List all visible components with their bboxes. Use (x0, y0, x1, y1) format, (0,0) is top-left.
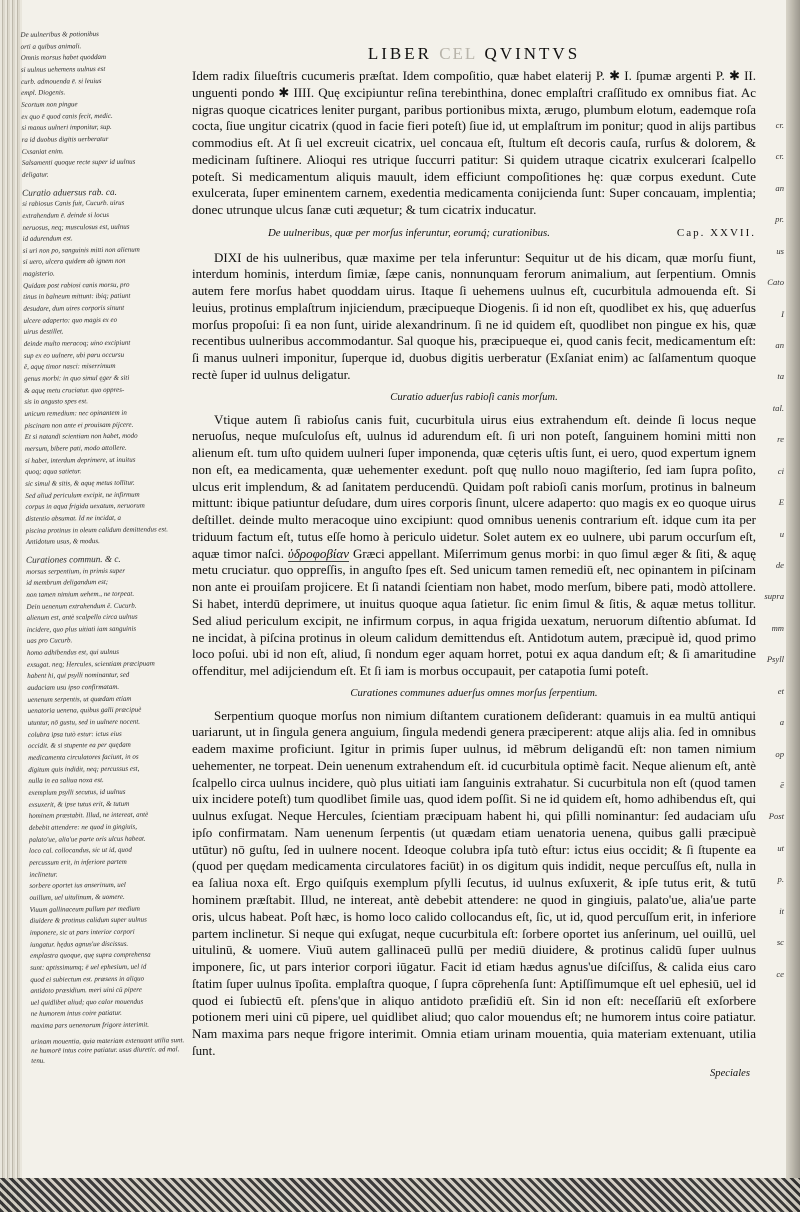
margin-note-line: nulla in ea saliua noxa est. (28, 776, 104, 786)
margin-note-line: non tamen nimium uehem., ne torpeat. (26, 589, 135, 599)
margin-note-line: orti a quibus animali. (20, 41, 82, 51)
chapter-number: Cap. XXVII. (676, 226, 756, 239)
right-margin-note: tal. (772, 402, 784, 413)
margin-note-line: si uulnus uehemens uulnus est (20, 64, 106, 74)
margin-note-line: sorbere oportet ius anserinum, uel (29, 881, 126, 891)
margin-note-line: piscinam non ante ei prouisam pijcere. (24, 420, 134, 430)
running-head-right: QVINTVS (484, 44, 581, 63)
right-margin-note: Post (768, 811, 784, 822)
margin-note-line: ex quo ē quod canis fecit, medic. (21, 111, 113, 121)
right-margin-note: I (781, 308, 784, 319)
margin-note-line: maxima pars uenenorum frigore interimit. (30, 1020, 150, 1030)
right-margin-note: ē (780, 780, 784, 790)
margin-note-line: id membrum deligandum est; (26, 578, 109, 588)
margin-note-line: deinde multo meracoq; uino excipiunt (23, 338, 131, 348)
margin-note-line: inclinetur. (29, 870, 58, 879)
right-margin-note: E (778, 497, 784, 508)
margin-note-line: incidere, quo plus uitiati iam sanguinis (26, 624, 137, 634)
chapter-paragraph-2 (192, 412, 756, 680)
margin-note-line: Salsamenti quoque recte super id uulnus (21, 157, 136, 168)
greek-word-hydrophobia: ὑδροφοβίαν (287, 545, 350, 561)
subheading-serpent-bites: Curationes communes aduerſus omnes morſus ſerpentium. (350, 687, 598, 699)
margin-note-line: exsuxerit, & ipse tutus erit, & tutum (28, 799, 130, 809)
margin-note-line: genus morbi: in quo simul ęger & siti (24, 373, 130, 383)
margin-note-line: Dein uenenum extrahendum ē. Cucurb. (26, 601, 137, 611)
book-binding-edge (0, 0, 22, 1212)
margin-note-line: alienum est, antè scalpello circa uulnus (26, 612, 138, 622)
chapter-paragraph-3: Serpentium quoque morſus non nimium diſtantem curationem deſiderant: quamuis in ea multū antiqui uariarunt, ut in ſingula genera anguium, ſingula medendi genera præciperent: atque alijs alia. ſed in omnibus eadem maxime proficiunt. Igitur in primis ſuper uulnus, id mēbrum deligandū eſt: non tamen nimium uehementer, ne torpeat. Dein uenenum extrahendum eſt. id cucurbitula optimè facit. Neque alienum eſt, antè ſcalpello circa uulnus incidere, quò plus uitiati iam ſanguinis extrahatur. Si cucurbitula non eſt (quod tamen uix incidere poteſt) tum quodlibet ſimile uas, quod idem poſſit. Si ne id quidem eſt, homo adhibendus eſt, qui uulnus exſugat. Neque Hercules, ſcientiam præcipuam habent hi, qui pſilli nominantur: ſed audaciam uſu ipſo confirmatam. Nam uenenum ſerpentis (ut quædam etiam uenatoria uenena, quibus galli præcipuè utūtur) nō guſtu, ſed in uulnere nocent. Ideoque colubra ipſa tutò eſtur: ictus eius occidit; & ſi ſtupente ea (quod per quędam medicamenta circulatores faciūt) in os digitum quis indidit, neque percuſſus eſt, nulla in ea ſaliua noxa eſt. Ergo quiſquis exemplum pſylli ſecutus, id uulnus exſuxerit, & ipſe tutus erit, & tutū hominem præſtabit. Illud, ne intereat, antè debebit attendere: ne quod in gingiuis, palato'ue, alia'ue parte oris, ulcus habeat. Poſt hæc, is homo loco calido collocandus eſt, ſic, ut id, quod percuſſum erit, in inferiore partem inclinetur. Si neque qui exſugat, neque cucurbitula eſt: ſorbere oportet ius anſerinum, uel ouillū, uel uitulinū, & uomere. Viuū autem gallinaceū pullū per mediū diuidere, & protinus calidū ſuper uulnus imponere, ſic, ut pars interior corpori iūgatur. Facit id etiam hædus agnus'ue diſciſſus, & calida eius caro ſtatim ſuper uulnus īpoſita. emplaſtra quoque, ſ ſupra cōprehenſa ſunt: Aptiſſimumque eſt uel ephesiū, uel id quod ei ſubiectū eſt. pſens'que in aliquo antidoto præſidiū eſt. Sin id non eſt: neceſſariū eſt exſorbere potionem meri uini cū pipere, uel quidlibet aliud; quo calor mouendus eſt; ne humorem intus coire patiatur. Nam maxima pars neque frigore interimit. Omnia etiam urinam mouentia, quia materiam extenuant, utilia ſunt. (192, 707, 756, 1058)
main-text-column (192, 68, 756, 1060)
right-margin-note: de (775, 560, 784, 570)
margin-note-line: sic simul & sitis, & aquę metus tollitur. (25, 478, 135, 488)
right-margin-note: ut (777, 842, 784, 853)
right-margin-note: an (775, 182, 784, 193)
margin-note-line: hominem præstabit. Illud, ne intereat, antè (28, 810, 149, 821)
margin-note-line: occidit. & si stupente ea per quędam (27, 741, 131, 751)
margin-note-line: uas pro Cucurb. (26, 636, 73, 646)
margin-note-line: audaciam usu ipso confirmatam. (27, 682, 120, 692)
margin-note-line: Quidam post rabiosi canis morsu, pro (23, 280, 130, 290)
right-margin-note: ci (777, 465, 784, 476)
running-head-bleedthrough: CEL (439, 44, 478, 63)
right-margin-note: u (779, 528, 784, 539)
right-margin-note: pr. (775, 214, 784, 225)
chapter-title: De uulneribus, quæ per morſus inferuntur, eorumq́; curationibus. (268, 226, 550, 239)
margin-note-line: ne humorem intus coire patiatur. (30, 1009, 122, 1019)
right-margin-note: ce (776, 968, 784, 979)
margin-note-line: habent hi, qui psylli nominantur, sed (27, 671, 130, 681)
right-margin-note: it (779, 905, 784, 916)
margin-note-line: corpus in aqua frigida uexatum, neruorum (25, 501, 145, 512)
margin-note-line: extrahendum ē. deinde si locus (22, 210, 109, 220)
margin-note-line: colubra ipsa tutò estur: ictus eius (27, 729, 122, 739)
left-margin-annotations (20, 29, 189, 1091)
margin-note-line: ē, aquę timor nasci: miserrimum (23, 362, 116, 372)
margin-note-line: neruosus, neq; musculosus est, uulnus (22, 222, 130, 232)
subheading-rabid-dog: Curatio aduerſus rabioſi canis morſum. (390, 391, 558, 403)
margin-note-line: quod ei subiectum est. præsens in aliquo (30, 974, 145, 984)
margin-note-line: Scortum non pingue (21, 100, 78, 109)
margin-note-line: tinus in balneum mittunt: ibiq; patiunt (23, 292, 131, 302)
margin-note-line: palato'ue, alia'ue parte oris ulcus habeat. (28, 834, 146, 844)
catchword: Speciales (709, 1068, 750, 1079)
margin-note-line: si manus uulneri imponitur, sup. (21, 123, 112, 133)
margin-note-line: morsus serpentium, in primis super (26, 566, 126, 576)
margin-note-line: digitum quis indidit, neq; percussus est, (28, 764, 140, 774)
margin-note-line: exsugat. neq; Hercules, scientiam præcipuam (27, 659, 155, 669)
margin-note-line: diuidere & protinus calidum super uulnus (29, 915, 147, 926)
margin-note-line: curb. admouenda ē. si leuius (20, 76, 102, 86)
right-margin-note: re (777, 434, 784, 445)
margin-note-line: debebit attendere: ne quod in gingiuis, (28, 822, 138, 832)
right-margin-note: a (779, 717, 784, 728)
margin-note-heading: Curatio aduersus rab. ca. (22, 186, 117, 198)
margin-note-line: deligatur. (21, 170, 49, 179)
margin-note-line: sis in angusto spes est. (24, 397, 88, 407)
chapter-heading (192, 225, 756, 242)
right-margin-note: an (775, 340, 784, 350)
right-margin-note: p. (777, 874, 784, 885)
margin-note-line: sunt: aptissimumq; ē uel ephesium, uel id (30, 962, 147, 972)
margin-note-line: magisterio. (22, 269, 55, 278)
right-margin-note: us (776, 245, 784, 256)
running-head-left: LIBER (367, 44, 432, 63)
margin-note-line: si uri non po, sanguinis mitti non alienum (22, 245, 140, 255)
right-margin-note: op (775, 748, 784, 759)
margin-note-line: Sed aliud periculum excipit, ne infirmum (25, 490, 140, 500)
margin-note-bottom: urinam mouentia, quia materiam extenuant utilia sunt. ne humorē intus coire patiatur. usus diuretic. ad mal. tenu. (30, 1035, 185, 1065)
margin-note-line: emplastra quoque, quę supra comprehensa (30, 950, 151, 960)
margin-note-line: uirus destillet. (23, 327, 64, 337)
margin-note-line: quoq; aqua satietur. (25, 467, 82, 477)
margin-note-line: mersum, bibere pati, modo attollere. (24, 443, 127, 453)
margin-note-line: Cxsaniat enim. (21, 146, 64, 156)
margin-note-line: utuntur, nō gustu, sed in uulnere nocent. (27, 717, 141, 727)
margin-note-line: uel quidlibet aliud; quo calor mouendus (30, 997, 144, 1007)
margin-note-line: Antidotum usus, & modus. (25, 537, 100, 547)
margin-note-line: & aquę metu cruciatur. quo oppres- (24, 385, 125, 395)
margin-note-line: uenenum serpentis, ut quædam etiam (27, 694, 132, 704)
right-margin-annotations (754, 120, 784, 1020)
right-margin-note: supra (764, 591, 784, 602)
margin-note-line: iungatur. hędus agnus'ue discissus. (29, 939, 129, 949)
page-right-edge (786, 0, 800, 1212)
margin-note-line: uenatoria uenena, quibus galli præcipuè (27, 706, 142, 716)
margin-note-line: sup ex eo uulnere, ubi paru occursu (23, 350, 125, 360)
margin-note-heading: Curationes commun. & c. (25, 553, 121, 565)
margin-note-line: percussum erit, in inferiore partem (29, 857, 127, 867)
right-margin-note: Cato (767, 277, 784, 288)
margin-note-line: ra id duobus digitis uerberatur (21, 134, 109, 144)
margin-note-line: unicum remedium: nec opinantem in (24, 408, 127, 418)
decorative-border-bottom (0, 1178, 800, 1212)
paragraph-2b-text: Græci appellant. Miſerrimum genus morbi: in quo ſimul æger & ſiti, & aquę metu cruciatur. quo oppreſſis, in anguſto ſpes eſt. Sed unicum tamen remediū eſt, nec opinantem in piſcinam non ante ei prouiſam projicere. Et ſi natandi ſcientiam non habet, modo merſum, bibere pati, modò attollere. Si habet, interdū deprimere, ut inuitus quoque aqua ſatietur. ſic enim ſimul & ſitis, & aquæ metus tollitur. Sed aliud periculum excipit, ne infirmum corpus, in aqua frigida uexatum, neruorum diſtentio abſumat. Id ne incidat, à piſcina protinus in oleum calidum demittendus eſt. Antidotum autem, præcipuè id, quod primo loco poſui. ubi id non eſt, aliud, ſi nondum eger aquam horret, potui ex aqua dandum eſt; & ſi amaritudine offenditur, mel adijciendum eſt. Et ſi iam is morbus occupauit, per catapotia ſumi poteſt. (192, 545, 756, 679)
right-margin-note: Psyll (766, 654, 784, 665)
margin-note-line: imponere, sic ut pars interior corpori (29, 927, 135, 937)
margin-note-line: loco cal. collocandus, sic ut id, quod (29, 846, 132, 856)
margin-note-line: medicamenta circulatores faciunt, in os (28, 752, 139, 762)
margin-note-line: distentio absumat. Id ne incidat, a (25, 513, 122, 523)
margin-note-line: De uulneribus & potionibus (20, 30, 99, 39)
margin-note-line: antidoto præsidium. meri uini cū pipere (30, 985, 142, 995)
margin-note-line: si uero, ulcera quidem ab ignem non (22, 257, 126, 267)
margin-note-line: ulcere adaperto: quo magis ex eo (23, 315, 118, 325)
right-margin-note: et (777, 685, 784, 696)
running-head (192, 44, 756, 64)
right-margin-note: mm (771, 622, 784, 633)
margin-note-line: Omnis morsus habet quoddam (20, 53, 107, 63)
right-margin-note: ta (777, 371, 784, 382)
margin-note-line: exemplum psylli secutus, id uulnus (28, 787, 126, 797)
margin-note-line: id adurendum est. (22, 234, 73, 244)
margin-note-line: desudare, dum uires corporis sinunt (23, 303, 125, 313)
margin-note-line: si rabiosus Canis fuit, Cucurb. uirus (22, 198, 125, 209)
margin-note-line: ouillum, uel uitulinum, & uomere. (29, 892, 125, 902)
margin-note-line: Et si natandi scientiam non habet, modo (24, 431, 138, 442)
margin-note-line: Viuum gallinaceum pullum per medium (29, 904, 141, 914)
right-margin-note: cr. (775, 120, 784, 130)
margin-note-line: empl. Diogenis. (21, 88, 66, 98)
paragraph-2-text: Vtique autem ſi rabioſus canis fuit, cucurbitula uirus eius extrahendum eſt. deinde ſi locus neque neruoſus, neque muſculoſus eſt, uulnus id adurendum eſt. ſi uri non poteſt, ſanguinem homini mitti non alienum eſt. tum uſto quidem uulneri ſuper imponenda, quæ cęteris uſtis ſunt, ei uero, quod expertum ignem non eſt, ea medicamenta, quæ uehementer exedunt. poſt quę nullo nouo magiſterio, ſed iam ſupra poſito, ulcus erit implendum, & ad ſanitatem perducendū. Quidam poſt rabioſi canis morſum, protinus in balneum mittunt: ibique patiuntur deſudare, dum uires corporis ſinunt, ulcere adaperto: quo magis ex eo quoque uirus deſtillet. deinde multo meracoque uino excipiunt: quod omnibus uenenis contrarium eſt. idque cum ita per triduum factum eſt, tutus eſſe homo à periculo uidetur. Solet autem ex eo uulnere, ubi parum occurſum eſt, aquæ timor naſci. (192, 411, 756, 561)
right-margin-note: cr. (775, 151, 784, 162)
margin-note-line: piscina protinus in oleum calidum demittendus est. (25, 524, 168, 535)
margin-note-line: homo adhibendus est, qui uulnus (26, 647, 119, 657)
margin-note-line: si habet, interdum deprimere, ut inuitus (24, 455, 136, 465)
top-paragraph: Idem radix ſilueſtris cucumeris præſtat. Idem compoſitio, quæ habet elaterij P. ✱ I. ſpumæ argenti P. ✱ II. unguenti pondo ✱ IIII. Quę excipiuntur reſina terebinthina, donec emplaſtri craſſitudo ex omnibus fiat. Ac nigras quoque cicatrices leniter purgant, paribus portionibus mixta, ærugo, plumbum elotum, eademque roſa cocta, ſiue ungitur cicatrix (quod in facie fieri poteſt) ſiue id, ut emplaſtrum im ponitur; quod in alijs partibus commodius eſt. At ſi uel excreuit cicatrix, uel concaua eſt, ſtultum eſt decoris cauſa, rurſus & dolorem, & medicinam ſuſtinere. Alioqui res utrique ſuccurri patitur: Si quidem utraque cicatrix exulcerari ſcalpello poteſt. Si medicamentum aliquis mauult, idem efficiunt compoſitiones hę: quæ corpus exedunt. Cute exulcerata, ſuper eminentem carnem, exedentia medicamenta conijcienda ſunt: Super concauam, implentia; donec utrunque ulcus ſanæ cuti æquetur; & tum cicatrix inducatur. (192, 68, 756, 218)
right-margin-note: sc (776, 937, 784, 948)
chapter-paragraph-1: DIXI de his uulneribus, quæ maxime per tela inferuntur: Sequitur ut de his dicam, quæ morſu fiunt, interdum hominis, interdum ſimiæ, ſæpe canis, nonnunquam ferorum animalium, aut ſerpentium. Omnis autem fere morſus habet quoddam uirus. Itaque ſi uehemens uulnus eſt, cucurbitula admouenda eſt. Si leuius, protinus emplaſtrum injiciendum, præcipueque Diogenis. ſi id non eſt, quodlibet ex his, quę aduerſus morſus propoſui: ſi ea non ſunt, uiride alexandrinum. ſi ne id quidem eſt, quodlibet non pingue ex his, quæ recentibus uulneribus accommodantur. Sal quoque his, præcipueque ei, quod canis fecit, medicamentum eſt: ſi manus uulneri imponitur, ſuperque id, duobus digitis uerberatur (Exſaniat enim) ac ſalſamentum quoque rectè ſuper id uulnus deligatur. (192, 249, 756, 383)
